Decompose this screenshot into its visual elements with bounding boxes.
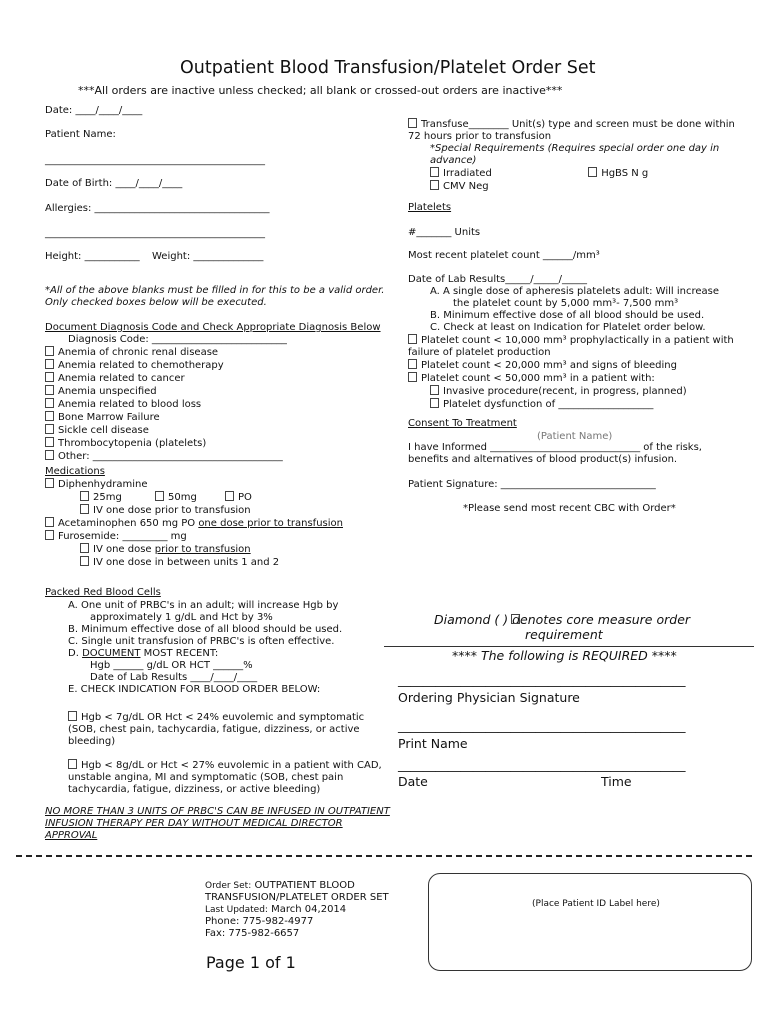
prbc-guideline-d: D. DOCUMENT MOST RECENT:: [68, 648, 219, 659]
checkbox[interactable]: [45, 411, 54, 421]
platelet-guideline-c: C. Check at least on Indication for Platelet order below.: [430, 322, 706, 333]
diagnosis-item[interactable]: Anemia related to cancer: [45, 372, 283, 385]
checkbox[interactable]: [408, 334, 417, 344]
consent-heading: Consent To Treatment: [408, 418, 517, 429]
diagnosis-heading: Document Diagnosis Code and Check Appropriate Diagnosis Below: [45, 322, 381, 333]
patient-signature-field[interactable]: Patient Signature: _______________________________: [408, 479, 656, 490]
physician-signature-label: Ordering Physician Signature: [398, 690, 580, 705]
prbc-limit-notice: NO MORE THAN 3 UNITS OF PRBC'S CAN BE INFUSED IN OUTPATIENT INFUSION THERAPY PER DAY WITHOUT MEDICAL DIRECTOR APPROVAL: [45, 806, 390, 841]
consent-text[interactable]: I have Informed ______________________________ of the risks, benefits and alternatives of blood product(s) infusion.: [408, 442, 702, 465]
date-time-line[interactable]: ______________________________________________: [398, 757, 686, 772]
recent-platelet-field[interactable]: Most recent platelet count ______/mm³: [408, 250, 600, 261]
furo-iv-item[interactable]: IV one dose prior to transfusion: [45, 543, 343, 556]
order-set-info: Order Set: OUTPATIENT BLOOD TRANSFUSION/PLATELET ORDER SET Last Updated: March 04,2014 Phone: 775-982-4977 Fax: 775-982-6657: [205, 880, 389, 939]
checkbox[interactable]: [45, 398, 54, 408]
checkbox[interactable]: [68, 711, 77, 721]
checkbox[interactable]: [45, 359, 54, 369]
platelets-heading: Platelets: [408, 202, 452, 213]
checkbox[interactable]: [430, 398, 439, 408]
cbc-notice: *Please send most recent CBC with Order*: [463, 503, 676, 514]
platelet-guideline-a2: the platelet count by 5,000 mm³- 7,500 mm³: [453, 298, 679, 309]
checkbox[interactable]: [430, 167, 439, 177]
diagnosis-item[interactable]: Anemia unspecified: [45, 385, 283, 398]
core-measure-note-2: requirement: [525, 627, 603, 642]
core-measure-note: Diamond ( ) denotes core measure order: [434, 612, 691, 627]
prbc-indication-1[interactable]: Hgb < 7g/dL OR Hct < 24% euvolemic and symptomatic (SOB, chest pain, tachycardia, fatigue, dizziness, or active bleeding): [68, 712, 365, 747]
checkbox[interactable]: [408, 372, 417, 382]
checkbox[interactable]: [68, 759, 77, 769]
platelet-indication-3b[interactable]: Platelet dysfunction of ___________________: [408, 398, 734, 411]
diagnosis-item[interactable]: Anemia of chronic renal disease: [45, 346, 283, 359]
checkbox[interactable]: [408, 118, 417, 128]
patient-name-label: Patient Name:: [45, 129, 116, 140]
prbc-guideline-e: E. CHECK INDICATION FOR BLOOD ORDER BELOW:: [68, 684, 321, 695]
checkbox[interactable]: [45, 437, 54, 447]
diagnosis-item[interactable]: Anemia related to chemotherapy: [45, 359, 283, 372]
diagnosis-item[interactable]: Sickle cell disease: [45, 424, 283, 437]
platelet-indication-3[interactable]: Platelet count < 50,000 mm³ in a patient with:: [408, 372, 734, 385]
page-number: Page 1 of 1: [206, 953, 296, 972]
checkbox[interactable]: [45, 424, 54, 434]
platelet-indication-3a[interactable]: Invasive procedure(recent, in progress, planned): [408, 385, 734, 398]
platelet-indication-2[interactable]: Platelet count < 20,000 mm³ and signs of bleeding: [408, 359, 734, 372]
diagnosis-item[interactable]: Other: ______________________________________: [45, 450, 283, 463]
physician-signature-line[interactable]: ______________________________________________: [398, 672, 686, 687]
weight-field[interactable]: Weight: ______________: [152, 251, 264, 262]
time-label: Time: [601, 774, 632, 789]
diagnosis-item[interactable]: Bone Marrow Failure: [45, 411, 283, 424]
checkbox[interactable]: [430, 385, 439, 395]
diphenhydramine-item[interactable]: Diphenhydramine: [45, 478, 343, 491]
prbc-guideline-a2: approximately 1 g/dL and Hct by 3%: [90, 612, 273, 623]
transfuse-note: 72 hours prior to transfusion: [408, 131, 552, 142]
validity-warning: *All of the above blanks must be filled in for this to be a valid order. Only checked boxes below will be executed.: [45, 285, 385, 308]
platelet-guidelines: [408, 274, 734, 411]
diagnosis-item[interactable]: Thrombocytopenia (platelets): [45, 437, 283, 450]
checkbox[interactable]: [80, 504, 89, 514]
medications-list: [45, 478, 343, 569]
special-req-label: *Special Requirements (Requires special order one day in: [430, 143, 720, 154]
checkbox[interactable]: [45, 385, 54, 395]
platelet-indication-1b: failure of platelet production: [408, 347, 551, 358]
page-title: Outpatient Blood Transfusion/Platelet Order Set: [180, 58, 596, 78]
print-name-line[interactable]: ______________________________________________: [398, 718, 686, 733]
irradiated-item[interactable]: Irradiated: [430, 168, 492, 179]
acetaminophen-item[interactable]: Acetaminophen 650 mg PO one dose prior to transfusion: [45, 517, 343, 530]
patient-name-field[interactable]: ____________________________________________: [45, 155, 265, 166]
checkbox[interactable]: [155, 491, 164, 501]
special-req-advance: advance): [430, 155, 477, 166]
prbc-indication-2[interactable]: Hgb < 8g/dL or Hct < 27% euvolemic in a patient with CAD, unstable angina, MI and symptomatic (SOB, chest pain tachycardia, fatigue, dizziness, or active bleeding): [68, 760, 382, 795]
platelet-indication-1[interactable]: Platelet count < 10,000 mm³ prophylactically in a patient with: [408, 334, 734, 347]
platelet-guideline-a: A. A single dose of apheresis platelets adult: Will increase: [430, 286, 719, 297]
checkbox[interactable]: [45, 478, 54, 488]
checkbox[interactable]: [45, 530, 54, 540]
hgbs-item[interactable]: HgBS N g: [588, 168, 648, 179]
patient-id-label-text: (Place Patient ID Label here): [532, 899, 660, 909]
date-field[interactable]: Date: ____/____/____: [45, 105, 143, 116]
checkbox[interactable]: [408, 359, 417, 369]
platelet-guideline-b: B. Minimum effective dose of all blood should be used.: [430, 310, 705, 321]
diagnosis-list: [45, 346, 283, 463]
prbc-lab-date-field[interactable]: Date of Lab Results ____/____/____: [90, 672, 258, 683]
checkbox[interactable]: [225, 491, 234, 501]
allergies-field[interactable]: Allergies: ___________________________________: [45, 203, 270, 214]
allergies-line[interactable]: ____________________________________________: [45, 228, 265, 239]
checkbox[interactable]: [80, 543, 89, 553]
date-label: Date: [398, 774, 428, 789]
diagnosis-item[interactable]: Anemia related to blood loss: [45, 398, 283, 411]
special-req-row: [408, 167, 735, 180]
checkbox[interactable]: [45, 517, 54, 527]
inactive-notice: ***All orders are inactive unless checked; all blank or crossed-out orders are inactive***: [78, 84, 563, 97]
medications-heading: Medications: [45, 466, 105, 477]
dob-field[interactable]: Date of Birth: ____/____/____: [45, 178, 183, 189]
print-name-label: Print Name: [398, 736, 468, 751]
furosemide-item[interactable]: Furosemide: _________ mg: [45, 530, 343, 543]
furo-iv2-item[interactable]: IV one dose in between units 1 and 2: [45, 556, 343, 569]
page-divider: [16, 855, 752, 857]
checkbox[interactable]: [80, 491, 89, 501]
platelet-units-field[interactable]: #_______ Units: [408, 227, 481, 238]
diphen-iv-item[interactable]: IV one dose prior to transfusion: [45, 504, 343, 517]
checkbox[interactable]: [45, 372, 54, 382]
platelet-lab-date-field[interactable]: Date of Lab Results_____/_____/_____: [408, 274, 587, 285]
prbc-heading: Packed Red Blood Cells: [45, 587, 161, 598]
transfuse-section: [408, 118, 735, 193]
cmv-item[interactable]: CMV Neg: [408, 180, 735, 193]
prbc-guideline-c: C. Single unit transfusion of PRBC's is often effective.: [68, 636, 335, 647]
required-banner: **** The following is REQUIRED ****: [452, 648, 677, 663]
transfuse-item[interactable]: Transfuse________ Unit(s) type and screen must be done within: [408, 118, 735, 131]
checkbox[interactable]: [430, 180, 439, 190]
height-field[interactable]: Height: ___________: [45, 251, 140, 262]
prbc-guidelines: [68, 600, 342, 696]
hgb-hct-field[interactable]: Hgb ______ g/dL OR HCT ______%: [90, 660, 253, 671]
checkbox[interactable]: [588, 167, 597, 177]
prbc-guideline-b: B. Minimum effective dose of all blood should be used.: [68, 624, 343, 635]
checkbox[interactable]: [45, 450, 54, 460]
diamond-icon: [511, 614, 520, 624]
checkbox[interactable]: [80, 556, 89, 566]
diagnosis-code-field[interactable]: Diagnosis Code: ___________________________: [68, 334, 287, 345]
patient-id-label-box[interactable]: [428, 873, 752, 971]
prbc-guideline-a: A. One unit of PRBC's in an adult; will increase Hgb by: [68, 600, 339, 611]
patient-name-caption: (Patient Name): [537, 431, 613, 442]
required-divider: [384, 646, 754, 647]
checkbox[interactable]: [45, 346, 54, 356]
diphen-dose-row: 25mg 50mg PO: [45, 491, 343, 504]
